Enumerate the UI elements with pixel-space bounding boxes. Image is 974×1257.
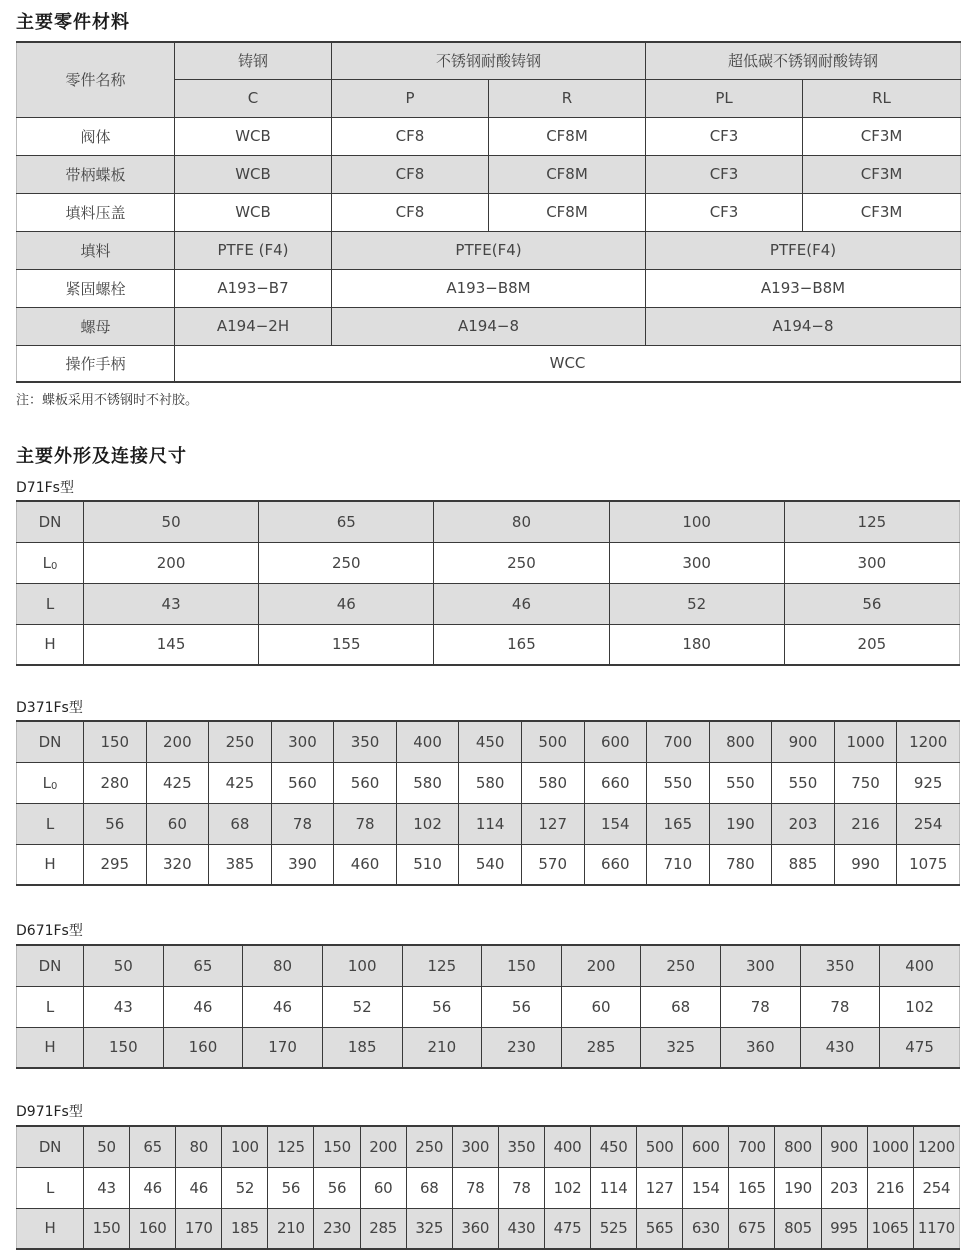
cell: 1170 [913,1208,959,1249]
cell: 154 [584,803,647,844]
cell: 600 [584,721,647,762]
cell: 185 [222,1208,268,1249]
header-group: 超低碳不锈钢耐酸铸钢 [646,42,961,79]
cell: 885 [772,844,835,885]
cell: 50 [84,501,259,542]
cell: 125 [268,1126,314,1167]
cell: 210 [268,1208,314,1249]
cell: 780 [709,844,772,885]
cell: 350 [498,1126,544,1167]
cell: 78 [721,986,801,1027]
cell: 80 [434,501,609,542]
table-row [17,155,961,193]
cell: A193−B8M [332,269,646,307]
cell: CF3M [803,193,961,231]
cell: 100 [322,945,402,986]
cell: 78 [800,986,880,1027]
cell: 127 [521,803,584,844]
cell: 165 [647,803,710,844]
row-label-subscript: 0 [50,560,58,572]
cell: CF8 [332,193,489,231]
cell: 56 [402,986,482,1027]
cell: 995 [821,1208,867,1249]
dimension-table-d371fs [16,720,960,886]
cell: 700 [729,1126,775,1167]
part-name: 填料 [17,231,175,269]
row-label: H [17,1208,84,1249]
cell: 660 [584,762,647,803]
cell: 180 [609,624,784,665]
table-row [17,803,960,844]
model-label-d671fs: D671Fs型 [16,923,83,939]
cell: 43 [84,1167,130,1208]
cell: 46 [176,1167,222,1208]
row-label-text: L [42,773,51,792]
cell: 300 [452,1126,498,1167]
cell: 400 [880,945,960,986]
cell: 60 [561,986,641,1027]
cell: 675 [729,1208,775,1249]
cell: CF8 [332,117,489,155]
cell: 52 [322,986,402,1027]
table-row [17,986,960,1027]
cell: CF8M [489,117,646,155]
cell: 1000 [834,721,897,762]
cell: 100 [222,1126,268,1167]
model-label-d371fs: D371Fs型 [16,700,83,716]
header-group: 不锈钢耐酸铸钢 [332,42,646,79]
cell: 102 [396,803,459,844]
part-name: 紧固螺栓 [17,269,175,307]
cell: 450 [459,721,522,762]
dimensions-title: 主要外形及连接尺寸 [16,446,187,467]
cell: 254 [897,803,960,844]
dimension-table-d671fs [16,944,960,1069]
cell: CF3M [803,155,961,193]
cell: 1075 [897,844,960,885]
cell: 46 [259,583,434,624]
cell: 320 [146,844,209,885]
materials-note: 注：蝶板采用不锈钢时不衬胶。 [16,393,199,408]
cell: 925 [897,762,960,803]
cell: 68 [406,1167,452,1208]
cell: 325 [406,1208,452,1249]
row-label: DN [17,721,84,762]
cell: PTFE(F4) [646,231,961,269]
cell: 200 [360,1126,406,1167]
cell: 560 [271,762,334,803]
cell: 150 [84,1208,130,1249]
part-name: 螺母 [17,307,175,345]
cell: 150 [314,1126,360,1167]
cell: 250 [209,721,272,762]
cell: 250 [641,945,721,986]
cell: 190 [775,1167,821,1208]
cell: 60 [146,803,209,844]
cell: A194−8 [646,307,961,345]
cell: 114 [591,1167,637,1208]
materials-table [16,41,961,383]
cell: 570 [521,844,584,885]
cell: 800 [709,721,772,762]
cell: 475 [544,1208,590,1249]
cell: 78 [498,1167,544,1208]
cell: 1200 [897,721,960,762]
cell: 56 [84,803,147,844]
cell: 50 [84,1126,130,1167]
cell: 150 [482,945,562,986]
cell: 185 [322,1027,402,1068]
cell: 43 [84,583,259,624]
part-name: 阀体 [17,117,175,155]
header-code: RL [803,79,961,117]
cell: 900 [772,721,835,762]
cell: 550 [709,762,772,803]
row-label: DN [17,1126,84,1167]
row-label [17,542,84,583]
cell: 150 [84,1027,164,1068]
model-label-d971fs: D971Fs型 [16,1104,83,1120]
row-label-text: L [42,553,51,572]
cell: 360 [721,1027,801,1068]
table-row [17,1126,960,1167]
header-part-name: 零件名称 [17,42,175,117]
cell: 900 [821,1126,867,1167]
cell: WCB [175,117,332,155]
cell: 125 [402,945,482,986]
table-row [17,193,961,231]
cell: 805 [775,1208,821,1249]
cell: WCB [175,155,332,193]
cell: 200 [146,721,209,762]
row-label: L [17,583,84,624]
row-label: L [17,986,84,1027]
cell: 1200 [913,1126,959,1167]
cell: 360 [452,1208,498,1249]
cell: 230 [482,1027,562,1068]
table-row [17,542,960,583]
cell: CF3 [646,117,803,155]
cell: 46 [130,1167,176,1208]
cell: 60 [360,1167,406,1208]
cell: 68 [209,803,272,844]
cell: 216 [867,1167,913,1208]
cell: 200 [561,945,641,986]
cell: WCB [175,193,332,231]
row-label: H [17,844,84,885]
cell: 50 [84,945,164,986]
header-code: R [489,79,646,117]
cell: 250 [434,542,609,583]
cell: CF8M [489,193,646,231]
cell: 710 [647,844,710,885]
cell: 660 [584,844,647,885]
dimension-table-d971fs [16,1125,960,1250]
cell: 550 [772,762,835,803]
table-row [17,307,961,345]
cell: 170 [176,1208,222,1249]
cell: 155 [259,624,434,665]
cell: 203 [821,1167,867,1208]
cell: 285 [561,1027,641,1068]
cell: 200 [84,542,259,583]
table-row [17,1027,960,1068]
cell: 550 [647,762,710,803]
row-label: DN [17,945,84,986]
cell: PTFE(F4) [332,231,646,269]
row-label-subscript: 0 [50,780,58,792]
cell: 65 [259,501,434,542]
cell: 300 [784,542,959,583]
cell: A193−B7 [175,269,332,307]
cell: 52 [222,1167,268,1208]
table-row [17,721,960,762]
cell: 125 [784,501,959,542]
cell: 500 [521,721,584,762]
header-code: P [332,79,489,117]
table-row [17,844,960,885]
cell: 78 [452,1167,498,1208]
cell: 300 [721,945,801,986]
cell: 205 [784,624,959,665]
table-row [17,624,960,665]
cell: 65 [163,945,243,986]
cell: 114 [459,803,522,844]
cell: 300 [609,542,784,583]
part-name: 带柄蝶板 [17,155,175,193]
cell: 254 [913,1167,959,1208]
cell: CF3M [803,117,961,155]
cell: 300 [271,721,334,762]
cell: 230 [314,1208,360,1249]
cell: 165 [729,1167,775,1208]
table-row [17,501,960,542]
cell: 580 [521,762,584,803]
table-row [17,1167,960,1208]
row-label: L [17,1167,84,1208]
cell: 350 [334,721,397,762]
cell: 430 [498,1208,544,1249]
cell: 52 [609,583,784,624]
cell: 46 [163,986,243,1027]
cell: 990 [834,844,897,885]
cell: 1065 [867,1208,913,1249]
cell: 280 [84,762,147,803]
cell: 425 [209,762,272,803]
cell: 800 [775,1126,821,1167]
cell: 216 [834,803,897,844]
cell: 580 [396,762,459,803]
cell: 560 [334,762,397,803]
cell: 425 [146,762,209,803]
row-label: DN [17,501,84,542]
cell: A194−2H [175,307,332,345]
cell: 540 [459,844,522,885]
cell: 102 [544,1167,590,1208]
cell: 325 [641,1027,721,1068]
cell: 65 [130,1126,176,1167]
cell: 430 [800,1027,880,1068]
cell: 250 [259,542,434,583]
cell: 390 [271,844,334,885]
table-row [17,1208,960,1249]
cell: 56 [482,986,562,1027]
cell: 285 [360,1208,406,1249]
cell: CF3 [646,155,803,193]
cell: 500 [637,1126,683,1167]
cell: 78 [334,803,397,844]
table-row [17,945,960,986]
row-label: H [17,1027,84,1068]
cell: 150 [84,721,147,762]
table-row [17,231,961,269]
cell: CF8M [489,155,646,193]
cell: 450 [591,1126,637,1167]
cell: 400 [396,721,459,762]
cell: 510 [396,844,459,885]
cell: 145 [84,624,259,665]
cell: 475 [880,1027,960,1068]
cell: 460 [334,844,397,885]
cell: 210 [402,1027,482,1068]
cell: 160 [130,1208,176,1249]
part-name: 操作手柄 [17,345,175,382]
cell: 68 [641,986,721,1027]
header-code: PL [646,79,803,117]
cell: 78 [271,803,334,844]
cell: 700 [647,721,710,762]
cell: 165 [434,624,609,665]
dimension-table-d71fs [16,500,960,666]
cell: 160 [163,1027,243,1068]
cell: 56 [784,583,959,624]
cell: 385 [209,844,272,885]
cell: 750 [834,762,897,803]
cell: 102 [880,986,960,1027]
header-code: C [175,79,332,117]
cell: 600 [683,1126,729,1167]
cell: CF8 [332,155,489,193]
table-row [17,583,960,624]
cell: 56 [314,1167,360,1208]
cell: 250 [406,1126,452,1167]
cell: 43 [84,986,164,1027]
cell: 46 [243,986,323,1027]
cell: 80 [243,945,323,986]
table-row [17,269,961,307]
cell: 580 [459,762,522,803]
cell: 46 [434,583,609,624]
cell: 190 [709,803,772,844]
cell: 525 [591,1208,637,1249]
model-label-d71fs: D71Fs型 [16,480,74,496]
cell: 203 [772,803,835,844]
row-label: H [17,624,84,665]
cell: 400 [544,1126,590,1167]
cell: PTFE (F4) [175,231,332,269]
materials-title: 主要零件材料 [16,12,130,33]
cell: A193−B8M [646,269,961,307]
table-row [17,345,961,382]
cell: 1000 [867,1126,913,1167]
cell: 127 [637,1167,683,1208]
cell: 170 [243,1027,323,1068]
cell: WCC [175,345,961,382]
row-label [17,762,84,803]
cell: 56 [268,1167,314,1208]
cell: CF3 [646,193,803,231]
row-label: L [17,803,84,844]
cell: 295 [84,844,147,885]
cell: 565 [637,1208,683,1249]
header-group: 铸钢 [175,42,332,79]
cell: 100 [609,501,784,542]
table-row [17,762,960,803]
cell: 154 [683,1167,729,1208]
table-row [17,42,961,79]
cell: 630 [683,1208,729,1249]
cell: 350 [800,945,880,986]
table-row [17,117,961,155]
cell: 80 [176,1126,222,1167]
cell: A194−8 [332,307,646,345]
part-name: 填料压盖 [17,193,175,231]
